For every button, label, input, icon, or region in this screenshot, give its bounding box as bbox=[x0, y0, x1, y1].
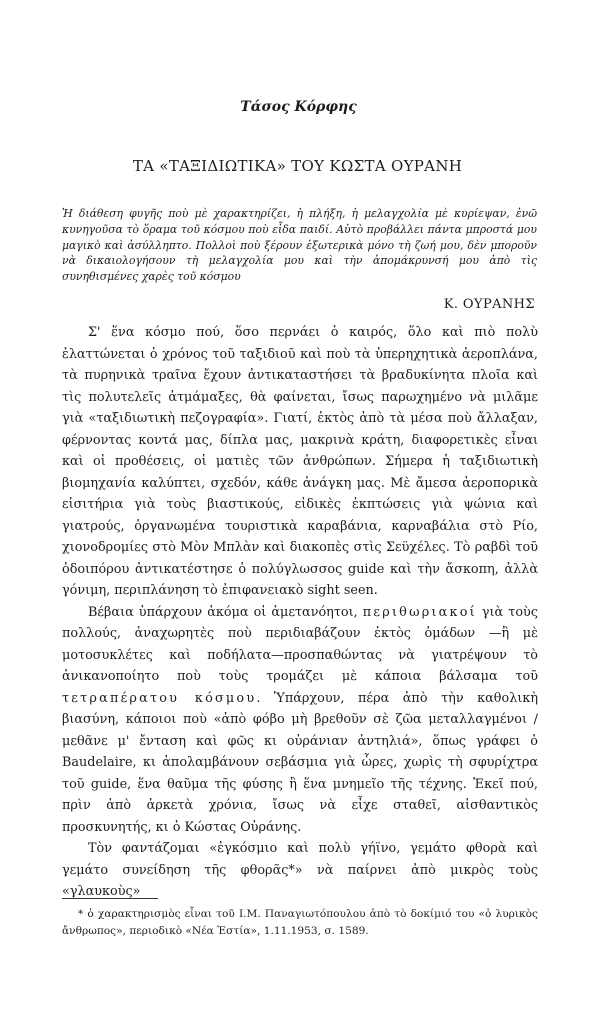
footnote-divider bbox=[62, 898, 158, 899]
footnote: * ὁ χαρακτηρισμὸς εἶναι τοῦ Ι.Μ. Παναγιωτόπουλου ἀπὸ τὸ δοκίμιό του «ὁ λυρικὸς ἄνθρωπος», περιοδικὸ «Νέα Ἑστία», 1.11.1953, σ. 1589. bbox=[62, 908, 538, 937]
paragraph-2-text-a: Βέβαια ὑπάρχουν ἀκόμα οἱ ἀμετανόητοι, bbox=[88, 604, 363, 620]
article-body bbox=[62, 322, 538, 903]
article-title: ΤΑ «ΤΑΞΙΔΙΩΤΙΚΑ» ΤΟΥ ΚΩΣΤΑ ΟΥΡΑΝΗ bbox=[132, 157, 463, 175]
epigraph-quote: Ἡ διάθεση φυγῆς ποὺ μὲ χαρακτηρίζει, ἡ πλήξη, ἡ μελαγχολία μὲ κυρίεψαν, ἐνῶ κυνηγοῦσα τὸ ὅραμα τοῦ κόσμου ποὺ εἶδα παιδί. Αὐτὸ προβάλλει πάντα μπροστά μου μαγικὸ καὶ ἀσύλληπτο. Πολλοὶ ποὺ ξέρουν ἐξωτερικὰ μόνο τὴ ζωή μου, δὲν μποροῦν νὰ δικαιολογήσουν τὴ μελαγχολία μου καὶ τὴν ἀπομάκρυνσή μου ἀπὸ τὶς συνηθισμένες χαρὲς τοῦ κόσμου bbox=[62, 207, 537, 284]
body-paragraph-1: Σ' ἕνα κόσμο πού, ὅσο περνάει ὁ καιρός, ὅλο καὶ πιὸ πολὺ ἐλαττώνεται ὁ χρόνος τοῦ ταξιδιοῦ καὶ ποὺ τὰ ὑπερηχητικὰ ἀεροπλάνα, τὰ πυρηνικὰ τραῖνα ἔχουν ἀντικαταστήσει τὰ βραδυκίνητα πλοῖα καὶ τὶς πολυτελεῖς ἀτμάμαξες, θὰ φαίνεται, ἴσως παρωχημένο νὰ μιλᾶμε γιὰ «ταξιδιωτικὴ πεζογραφία». Γιατί, ἐκτὸς ἀπὸ τὰ μέσα ποὺ ἄλλαξαν, φέρνοντας κοντά μας, δίπλα μας, μακρινὰ κράτη, διαφορετικὲς εἶναι καὶ οἱ προθέσεις, οἱ ματιὲς τῶν ἀνθρώπων. Σήμερα ἡ ταξιδιωτικὴ βιομηχανία καλύπτει, σχεδόν, κάθε ἀνάγκη μας. Μὲ ἄμεσα ἀεροπορικὰ εἰσιτήρια γιὰ τοὺς βιαστικούς, εἰδικὲς ἐκπτώσεις γιὰ ψώνια καὶ γιατρούς, ὀργανωμένα τουριστικὰ καραβάνια, καρναβάλια στὸ Ρίο, χιονοδρομίες στὸ Μὸν Μπλὰν καὶ διακοπὲς στὶς Σεϋχέλες. Τὸ ραβδὶ τοῦ ὁδοιπόρου ἀντικατέστησε ὁ πολύγλωσσος guide καὶ τὴν ἄσκοπη, ἀλλὰ γόνιμη, περιπλάνηση τὸ ἐπιφανειακὸ sight seen. bbox=[62, 325, 538, 598]
spaced-emphasis-world: τετραπέρατου κόσμου bbox=[62, 690, 257, 706]
paragraph-2-text-c: . Ὑπάρχουν, πέρα ἀπὸ τὴν καθολικὴ βιασύνη, κάποιοι ποὺ «ἀπὸ φόβο μὴ βρεθοῦν σὲ ζῶα μεταλλαγμένοι / μεθᾶνε μ' ἔνταση καὶ φῶς κι οὐράνιαν ἀντηλιά», ὅπως γράφει ὁ Baudelaire, κι ἀπολαμβάνουν σεβάσμια γιὰ ὧρες, χωρὶς τὴ σφυρίχτρα τοῦ guide, ἕνα θαῦμα τῆς φύσης ἢ ἕνα μνημεῖο τῆς τέχνης. Ἐκεῖ πού, πρὶν ἀπὸ ἀρκετὰ χρόνια, ἴσως νὰ εἶχε σταθεῖ, αἰσθαντικὸς προσκυνητής, κι ὁ Κώστας Οὐράνης. bbox=[62, 690, 539, 835]
paragraph-2-text-b: γιὰ τοὺς πολλούς, ἀναχωρητὲς ποὺ περιδιαβάζουν ἐκτὸς ὁμάδων —ἢ μὲ μοτοσυκλέτες καὶ ποδήλατα—προσπαθώντας νὰ γιατρέψουν τὸ ἀνικανοποίητο ποὺ τοὺς τρομάζει μὲ κάποια βάλσαμα τοῦ bbox=[62, 604, 538, 684]
author-name: Τάσος Κόρφης bbox=[240, 99, 357, 115]
body-paragraph-3: Τὸν φαντάζομαι «ἐγκόσμιο καὶ πολὺ γήϊνο, γεμάτο φθορὰ καὶ γεμάτο συνείδηση τῆς φθορᾶς*» νὰ παίρνει ἀπὸ μικρὸς τοὺς «γλαυκοὺς» bbox=[62, 841, 538, 899]
epigraph-attribution: Κ. ΟΥΡΑΝΗΣ bbox=[443, 297, 535, 312]
spaced-emphasis-marginal: περιθωριακοί bbox=[362, 604, 477, 620]
body-paragraph-2 bbox=[62, 602, 538, 839]
